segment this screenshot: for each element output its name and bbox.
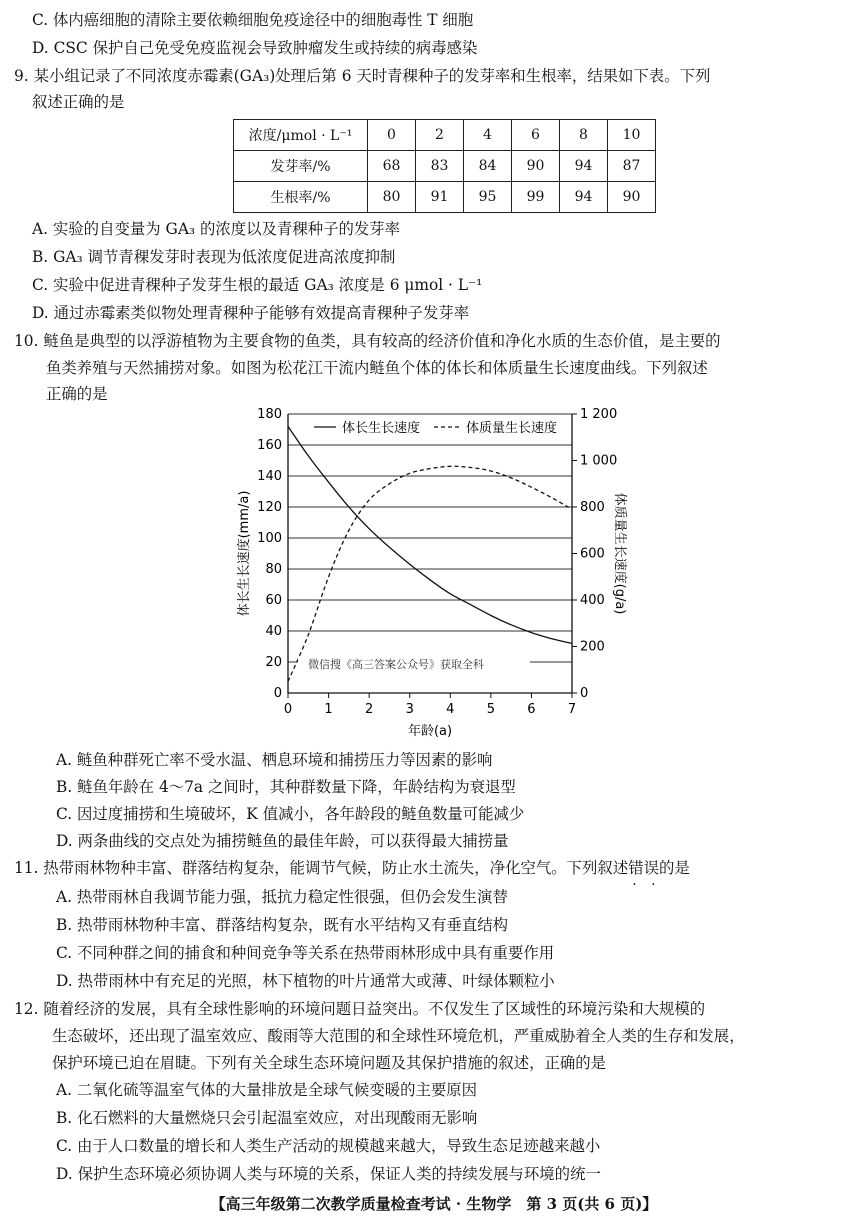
series-line-body-mass-speed	[288, 466, 572, 681]
q8-option-c: C. 体内癌细胞的清除主要依赖细胞免疫途径中的细胞毒性 T 细胞	[32, 11, 474, 29]
y-tick-label: 60	[265, 593, 282, 608]
q8-option-d: D. CSC 保护自己免受免疫监视会导致肿瘤发生或持续的病毒感染	[32, 39, 478, 57]
table-row	[234, 182, 656, 213]
y2-tick-label: 200	[580, 639, 605, 655]
table-cell: 0	[368, 120, 416, 151]
y-tick-label: 160	[257, 438, 282, 453]
table-cell: 6	[512, 120, 560, 151]
q10-option-d: D. 两条曲线的交点处为捕捞鲢鱼的最佳年龄，可以获得最大捕捞量	[56, 832, 509, 850]
q10-option-c: C. 因过度捕捞和生境破坏，K 值减小，各年龄段的鲢鱼数量可能减少	[56, 805, 525, 823]
y2-tick-label: 1 000	[580, 453, 618, 469]
table-cell: 68	[368, 151, 416, 182]
q12-stem-line-3: 保护环境已迫在眉睫。下列有关全球生态环境问题及其保护措施的叙述，正确的是	[52, 1054, 607, 1072]
y-tick-label: 120	[257, 500, 282, 515]
y2-tick-label: 0	[580, 686, 589, 701]
q9-option-a: A. 实验的自变量为 GA₃ 的浓度以及青稞种子的发芽率	[32, 220, 401, 238]
table-cell: 8	[560, 120, 608, 151]
y-axis-label: 体长生长速度(mm/a)	[237, 490, 252, 617]
table-cell: 83	[416, 151, 464, 182]
y2-tick-label: 1 200	[580, 407, 618, 422]
x-tick-label: 6	[527, 702, 536, 717]
y-tick-label: 40	[265, 624, 282, 639]
q12-option-b: B. 化石燃料的大量燃烧只会引起温室效应，对出现酸雨无影响	[56, 1109, 478, 1127]
q11-option-d: D. 热带雨林中有充足的光照，林下植物的叶片通常大或薄、叶绿体颗粒小	[56, 972, 555, 990]
y-tick-label: 20	[265, 655, 282, 670]
x-tick-label: 0	[283, 702, 293, 717]
legend-label: 体长生长速度	[342, 421, 421, 436]
q11-option-b: B. 热带雨林物种丰富、群落结构复杂，既有水平结构又有垂直结构	[56, 916, 509, 934]
series-line-body-length-speed	[288, 426, 572, 643]
table-cell: 80	[368, 182, 416, 213]
y2-tick-label: 600	[580, 546, 605, 562]
x-tick-label: 5	[486, 702, 495, 717]
table-cell: 94	[560, 182, 608, 213]
q12-stem-line-2: 生态破坏，还出现了温室效应、酸雨等大范围的和全球性环境危机，严重威胁着全人类的生存和发展，	[52, 1027, 745, 1045]
q12-stem-line-1: 12. 随着经济的发展，具有全球性影响的环境问题日益突出。不仅发生了区域性的环境污染和大规模的	[14, 1000, 706, 1018]
q11-stem	[14, 857, 690, 879]
table-cell: 91	[416, 182, 464, 213]
y2-tick-label: 400	[580, 593, 605, 608]
q10-stem-line-1: 10. 鲢鱼是典型的以浮游植物为主要食物的鱼类，具有较高的经济价值和净化水质的生态价值，是主要的	[14, 332, 721, 350]
q9-stem-line-1: 9. 某小组记录了不同浓度赤霉素(GA₃)处理后第 6 天时青稞种子的发芽率和生根率，结果如下表。下列	[14, 67, 711, 85]
table-cell: 2	[416, 120, 464, 151]
watermark-text: 微信搜《高三答案公众号》获取全科	[308, 658, 484, 671]
x-tick-label: 3	[405, 702, 414, 717]
q12-option-d: D. 保护生态环境必须协调人类与环境的关系，保证人类的持续发展与环境的统一	[56, 1165, 601, 1183]
table-cell: 10	[608, 120, 656, 151]
x-tick-label: 2	[365, 702, 374, 717]
table-header-row	[234, 120, 656, 151]
table-cell: 4	[464, 120, 512, 151]
y2-tick-label: 800	[580, 500, 605, 515]
y-tick-label: 0	[273, 686, 282, 701]
q12-option-a: A. 二氧化硫等温室气体的大量排放是全球气候变暖的主要原因	[56, 1081, 478, 1099]
table-cell: 发芽率/%	[234, 151, 368, 182]
table-cell: 99	[512, 182, 560, 213]
table-cell: 94	[560, 151, 608, 182]
table-row	[234, 151, 656, 182]
q10-stem-line-2: 鱼类养殖与天然捕捞对象。如图为松花江干流内鲢鱼个体的体长和体质量生长速度曲线。下列叙述	[46, 359, 708, 377]
q11-stem-emphasis: 错误 · ·	[628, 859, 659, 877]
q9-option-c: C. 实验中促进青稞种子发芽生根的最适 GA₃ 浓度是 6 μmol · L⁻¹	[32, 276, 483, 294]
q11-option-c: C. 不同种群之间的捕食和种间竞争等关系在热带雨林形成中具有重要作用	[56, 944, 555, 962]
table-cell: 95	[464, 182, 512, 213]
x-axis-label: 年龄(a)	[407, 724, 453, 739]
q11-option-a: A. 热带雨林自我调节能力强，抵抗力稳定性很强，但仍会发生演替	[56, 888, 508, 906]
x-tick-label: 7	[567, 702, 577, 717]
y-tick-label: 140	[257, 469, 282, 484]
legend-label: 体质量生长速度	[466, 421, 558, 436]
q12-option-c: C. 由于人口数量的增长和人类生产活动的规模越来越大，导致生态足迹越来越小	[56, 1137, 601, 1155]
y-tick-label: 180	[257, 407, 282, 422]
table-cell: 84	[464, 151, 512, 182]
q11-stem-after: 的是	[659, 859, 690, 877]
q10-option-a: A. 鲢鱼种群死亡率不受水温、栖息环境和捕捞压力等因素的影响	[56, 751, 493, 769]
table-cell: 87	[608, 151, 656, 182]
q10-stem-line-3: 正确的是	[46, 385, 108, 403]
table-cell: 90	[512, 151, 560, 182]
table-cell: 浓度/μmol · L⁻¹	[234, 120, 368, 151]
growth-speed-chart	[232, 402, 627, 742]
x-tick-label: 4	[446, 702, 455, 717]
table-cell: 生根率/%	[234, 182, 368, 213]
q9-data-table	[233, 119, 656, 213]
q9-stem-line-2: 叙述正确的是	[32, 93, 125, 111]
y-tick-label: 100	[257, 531, 282, 546]
x-tick-label: 1	[324, 702, 333, 717]
q9-option-b: B. GA₃ 调节青稞发芽时表现为低浓度促进高浓度抑制	[32, 248, 396, 266]
page-footer: 【高三年级第二次教学质量检查考试 · 生物学 第 3 页(共 6 页)】	[210, 1195, 658, 1213]
q9-option-d: D. 通过赤霉素类似物处理青稞种子能够有效提高青稞种子发芽率	[32, 304, 470, 322]
y-tick-label: 80	[265, 562, 282, 577]
q10-option-b: B. 鲢鱼年龄在 4～7a 之间时，其种群数量下降，年龄结构为衰退型	[56, 778, 516, 796]
table-cell: 90	[608, 182, 656, 213]
y2-axis-label: 体质量生长速度(g/a)	[612, 492, 627, 615]
q11-stem-before: 11. 热带雨林物种丰富、群落结构复杂，能调节气候，防止水土流失，净化空气。下列叙述	[14, 859, 629, 877]
